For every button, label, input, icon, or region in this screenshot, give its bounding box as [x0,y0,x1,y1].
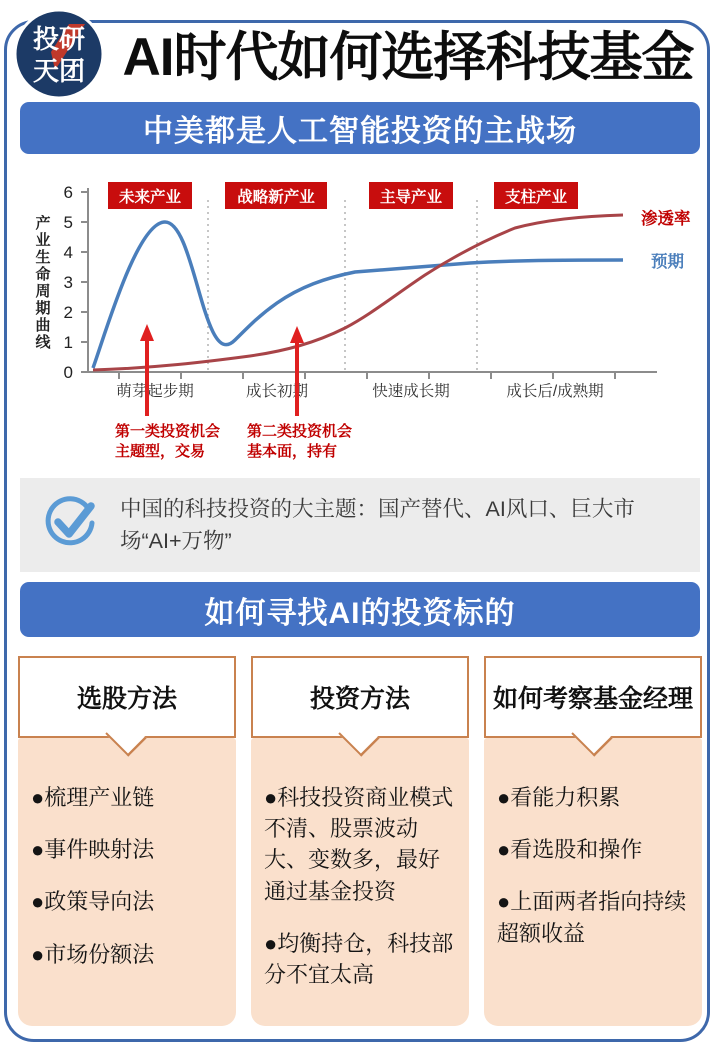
annotation-2-line-2: 基本面，持有 [247,443,338,460]
column-stock-picking [18,656,236,1026]
annotation-2-line-1: 第二类投资机会 [247,423,353,440]
bullet-item: ●市场份额法 [31,941,155,967]
x-tick-marks [119,372,615,379]
y-axis-title: 产业生命周期曲线 [33,215,51,351]
annotation-1-line-2: 主题型，交易 [115,443,206,460]
bullet-item: ●政策导向法 [31,889,155,915]
chart-annotations [115,422,352,461]
bullet-item: ●事件映射法 [31,837,155,863]
logo-text-bottom: 天团 [32,56,86,86]
stage-labels [108,182,578,209]
stage-label: 战略新产业 [237,189,315,206]
phase-label: 成长初期 [245,383,309,400]
penetration-curve [93,215,623,370]
section-banner-market: 中美都是人工智能投资的主战场 [20,102,700,154]
bullet-item: ●科技投资商业模式不清、股票波动大、变数多，最好通过基金投资 [264,785,454,904]
method-columns [18,656,702,1026]
svg-text:0: 0 [63,363,73,382]
stage-label: 主导产业 [379,189,443,206]
phase-label: 成长后/成熟期 [506,383,604,400]
stage-label: 支柱产业 [504,189,568,206]
key-theme-note [20,478,700,572]
column-header: 选股方法 [18,656,236,738]
industry-lifecycle-chart [15,160,705,478]
column-investing-method [251,656,469,1026]
column-fund-manager [484,656,702,1026]
check-circle-icon [42,495,98,556]
page-title: AI时代如何选择科技基金 [122,28,694,87]
column-body [18,738,236,1026]
bullet-item: ●看选股和操作 [497,837,643,863]
column-body [484,738,702,1026]
column-body [251,738,469,1026]
annotation-1-line-1: 第一类投资机会 [115,423,221,440]
legend-expectation: 预期 [651,253,684,271]
svg-text:5: 5 [63,213,73,232]
brand-logo-icon [13,8,105,100]
stage-label: 未来产业 [118,189,182,206]
section-banner-targets: 如何寻找AI的投资标的 [20,582,700,637]
brand-logo [13,8,105,100]
note-text: 中国的科技投资的大主题：国产替代、AI风口、巨大市场“AI+万物” [120,496,635,553]
arrow-head-icon [290,326,304,343]
bullet-item: ●均衡持仓，科技部分不宜太高 [264,930,454,988]
phase-labels [116,381,603,400]
phase-label: 萌芽起步期 [116,383,194,400]
bullet-item: ●上面两者指向持续超额收益 [497,889,687,946]
svg-text:3: 3 [63,273,73,292]
phase-label: 快速成长期 [372,383,450,400]
column-header: 投资方法 [251,656,469,738]
arrow-head-icon [140,324,154,341]
logo-text-top: 投研 [32,24,86,54]
y-tick-marks [81,192,88,342]
svg-text:4: 4 [63,243,73,262]
svg-text:2: 2 [63,303,73,322]
bullet-item: ●看能力积累 [497,785,621,810]
svg-text:6: 6 [63,183,73,202]
expectation-curve [93,222,623,368]
legend-penetration: 渗透率 [641,210,691,228]
bullet-item: ●梳理产业链 [31,785,155,810]
stage-dividers [208,200,477,372]
opportunity-arrows [147,336,297,416]
svg-text:1: 1 [63,333,73,352]
column-header: 如何考察基金经理 [484,656,702,738]
y-axis-labels [64,183,73,382]
